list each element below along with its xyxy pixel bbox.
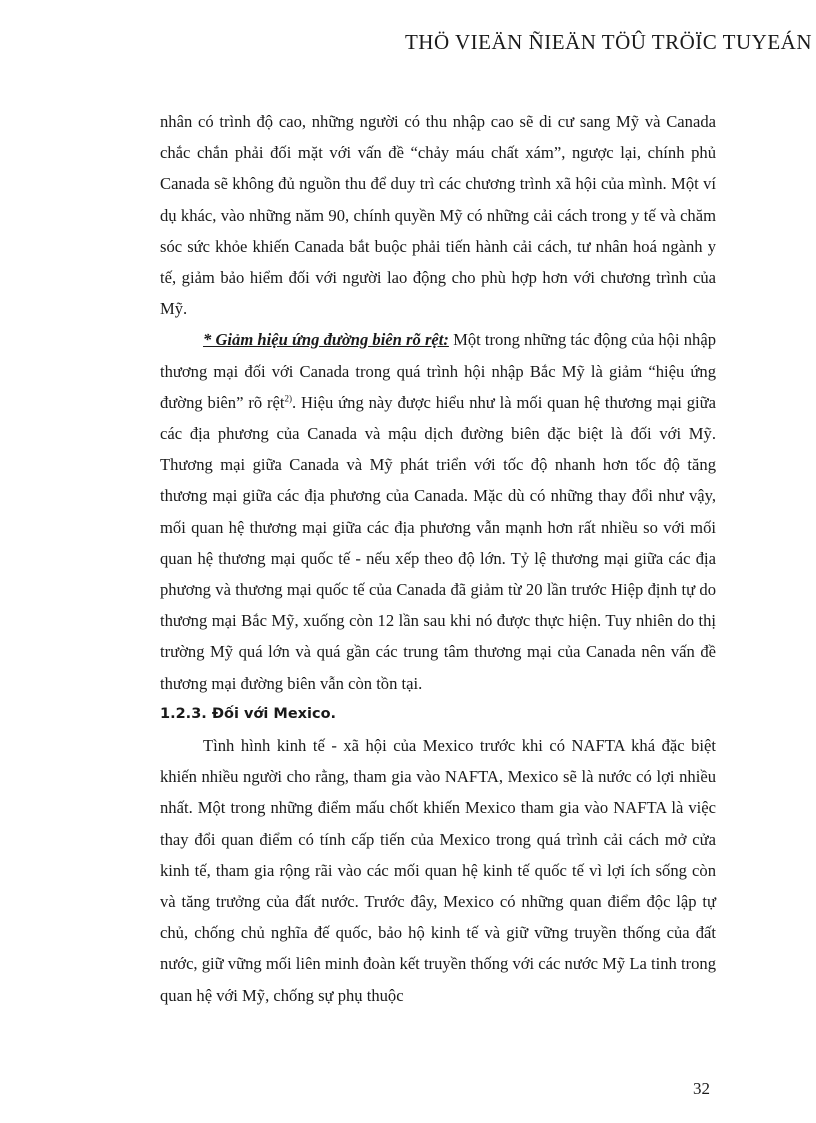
paragraph-mexico: Tình hình kinh tế - xã hội của Mexico trước khi có NAFTA khá đặc biệt khiến nhiều người cho rằng, tham gia vào NAFTA, Mexico sẽ là nước có lợi nhiều nhất. Một trong những điểm mấu chốt khiến Mexico tham gia vào NAFTA là việc thay đổi quan điểm có tính cấp tiến của Mexico trong quá trình cải cách mở cửa kinh tế, tham gia rộng rãi vào các mối quan hệ kinh tế quốc tế vì lợi ích sống còn và tăng trưởng của đất nước. Trước đây, Mexico có những quan điểm độc lập tự chủ, chống chủ nghĩa đế quốc, bảo hộ kinh tế và giữ vững truyền thống của đất nước, giữ vững mối liên minh đoàn kết truyền thống với các nước Mỹ La tinh trong quan hệ với Mỹ, chống sự phụ thuộc [160,736,716,1005]
paragraph-lead-in: * Giảm hiệu ứng đường biên rõ rệt: [203,330,449,350]
paragraph-text-part-b: . Hiệu ứng này được hiểu như là mối quan hệ thương mại giữa các địa phương của Canada và mậu dịch đường biên đặc biệt là đối với Mỹ. Thương mại giữa Canada và Mỹ phát triển với tốc độ nhanh hơn tốc độ tăng thương mại giữa các địa phương của Canada. Mặc dù có những thay đổi như vậy, mối quan hệ thương mại giữa các địa phương vẫn mạnh hơn rất nhiều so với mối quan hệ thương mại quốc tế - nếu xếp theo độ lớn. Tỷ lệ thương mại giữa các địa phương và thương mại quốc tế của Canada đã giảm từ 20 lần trước Hiệp định tự do thương mại Bắc Mỹ, xuống còn 12 lần sau khi nó được thực hiện. Tuy nhiên do thị trường Mỹ quá lớn và quá gần các trung tâm thương mại của Canada nên vấn đề thương mại đường biên vẫn còn tồn tại. [160,392,716,693]
footnote-marker: 2) [284,393,293,404]
paragraph-text-part-a: Một trong những tác động của hội nhập thương mại đối với Canada trong quá trình hội nhập Bắc Mỹ là giảm “hiệu ứng đường biên” rõ rệt [160,330,716,412]
document-body [160,106,716,1011]
header-title: THÖ VIEÄN ÑIEÄN TÖÛ TRÖÏC TUYEÁN [404,30,812,54]
page-header [0,30,816,55]
section-heading: 1.2.3. Đối với Mexico. [160,705,337,722]
page-number: 32 [693,1079,710,1098]
paragraph-continuation: nhân có trình độ cao, những người có thu nhập cao sẽ di cư sang Mỹ và Canada chắc chắn phải đối mặt với vấn đề “chảy máu chất xám”, ngược lại, chính phủ Canada sẽ không đủ nguồn thu để duy trì các chương trình xã hội của mình. Một ví dụ khác, vào những năm 90, chính quyền Mỹ có những cải cách trong y tế và chăm sóc sức khỏe khiến Canada bắt buộc phải tiến hành cải cách, tư nhân hoá ngành y tế, giảm bảo hiểm đối với người lao động cho phù hợp hơn với chương trình của Mỹ. [160,112,716,319]
paragraph-border-effect [160,324,716,698]
